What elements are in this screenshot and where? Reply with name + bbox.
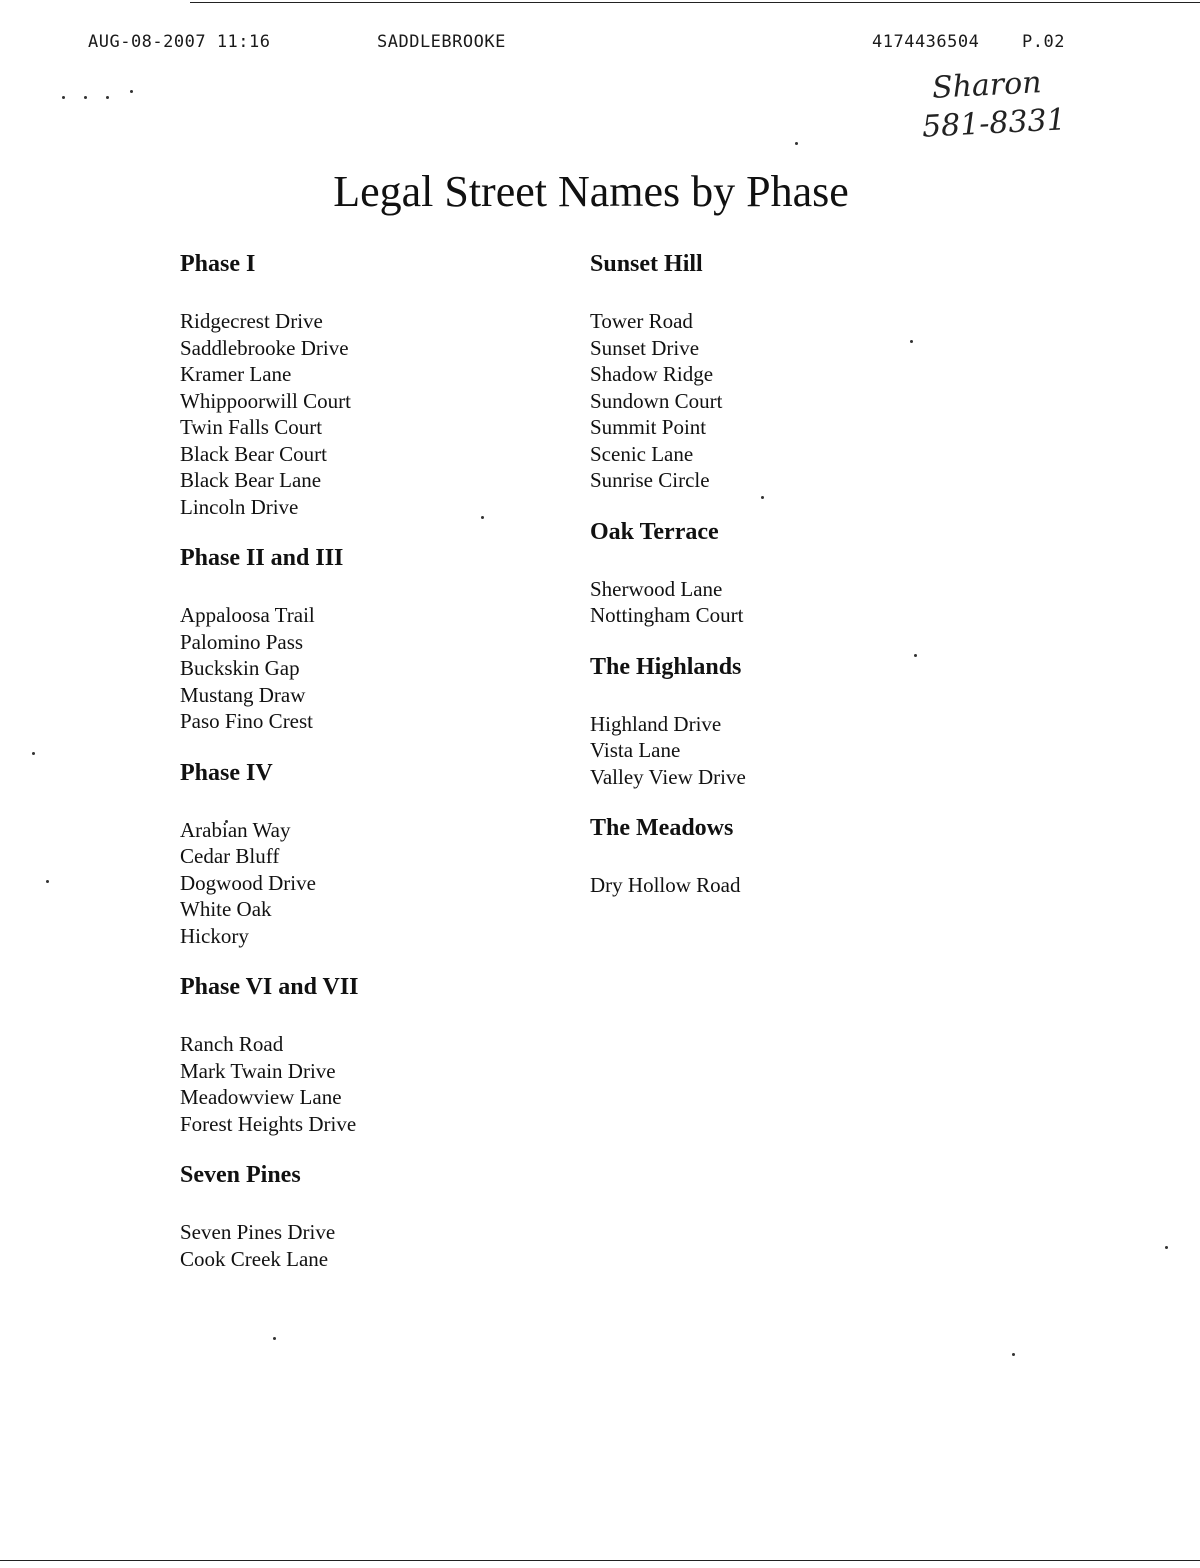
street-item: Twin Falls Court xyxy=(180,415,323,439)
top-rule xyxy=(190,2,1200,3)
street-item: Vista Lane xyxy=(590,738,681,762)
section-phase-iv xyxy=(180,757,359,950)
street-item: Black Bear Lane xyxy=(180,468,322,492)
scan-speck xyxy=(32,752,35,755)
bottom-rule xyxy=(0,1560,1200,1561)
section-phase-ii-iii xyxy=(180,542,359,735)
street-list xyxy=(590,872,746,899)
scan-speck xyxy=(46,880,49,883)
section-heading: Phase II and III xyxy=(180,545,344,571)
street-list xyxy=(180,308,359,520)
street-item: Sunrise Circle xyxy=(590,468,710,492)
section-sunset-hill xyxy=(590,248,746,494)
street-item: Dogwood Drive xyxy=(180,870,316,895)
section-heading: Oak Terrace xyxy=(590,518,719,545)
street-list xyxy=(180,1031,359,1137)
left-column xyxy=(180,248,359,1294)
scan-speck xyxy=(914,654,917,657)
section-phase-vi-vii xyxy=(180,971,359,1137)
fax-sender: SADDLEBROOKE xyxy=(377,32,506,52)
street-item: Forest Heights Drive xyxy=(180,1111,357,1136)
street-item: Dry Hollow Road xyxy=(590,873,741,897)
street-item: Sunset Drive xyxy=(590,335,700,360)
street-list xyxy=(180,817,359,950)
section-heading: Sunset Hill xyxy=(590,251,703,277)
street-list xyxy=(180,602,359,735)
street-item: Arabian Way xyxy=(180,817,291,842)
street-list xyxy=(590,308,746,494)
section-heading: Phase VI and VII xyxy=(180,974,359,1000)
handwritten-name: Sharon xyxy=(931,65,1043,106)
page-title: Legal Street Names by Phase xyxy=(333,167,849,216)
street-item: Whippoorwill Court xyxy=(180,388,351,413)
street-item: Valley View Drive xyxy=(590,764,746,789)
street-item: Seven Pines Drive xyxy=(180,1220,336,1244)
section-seven-pines xyxy=(180,1159,359,1272)
scan-speck xyxy=(1012,1353,1015,1356)
scan-speck xyxy=(106,96,109,99)
handwritten-number: 581-8331 xyxy=(921,102,1067,145)
street-item: Cook Creek Lane xyxy=(180,1246,329,1271)
right-column xyxy=(590,248,746,921)
section-heading: Phase I xyxy=(180,251,256,277)
scan-speck xyxy=(62,96,65,99)
section-the-meadows xyxy=(590,812,746,899)
fax-datetime: AUG-08-2007 11:16 xyxy=(88,32,271,52)
street-item: Sundown Court xyxy=(590,388,723,413)
scan-speck xyxy=(84,96,87,99)
street-item: Lincoln Drive xyxy=(180,494,299,519)
scan-speck xyxy=(1165,1246,1168,1249)
street-item: Scenic Lane xyxy=(590,441,694,466)
street-item: Paso Fino Crest xyxy=(180,709,314,733)
street-item: Mark Twain Drive xyxy=(180,1058,336,1083)
street-item: Summit Point xyxy=(590,415,707,439)
section-heading: Seven Pines xyxy=(180,1162,301,1188)
scan-speck xyxy=(910,340,913,343)
scan-speck xyxy=(481,516,484,519)
street-item: Cedar Bluff xyxy=(180,844,280,868)
section-the-highlands xyxy=(590,651,746,791)
street-item: Palomino Pass xyxy=(180,629,304,654)
street-item: Ranch Road xyxy=(180,1032,284,1056)
street-item: Ridgecrest Drive xyxy=(180,309,323,333)
street-item: Saddlebrooke Drive xyxy=(180,335,349,360)
street-item: Sherwood Lane xyxy=(590,576,723,601)
street-item: Kramer Lane xyxy=(180,362,292,386)
street-item: Hickory xyxy=(180,923,249,948)
street-item: Shadow Ridge xyxy=(590,362,714,386)
street-item: Appaloosa Trail xyxy=(180,603,315,627)
street-list xyxy=(180,1219,359,1272)
section-heading: The Meadows xyxy=(590,815,734,841)
street-item: Buckskin Gap xyxy=(180,656,300,680)
section-heading: The Highlands xyxy=(590,653,742,680)
scan-speck xyxy=(130,90,133,93)
section-heading: Phase IV xyxy=(180,759,273,786)
section-oak-terrace xyxy=(590,516,746,629)
street-item: Black Bear Court xyxy=(180,441,327,466)
street-list xyxy=(590,576,746,629)
fax-page-number: P.02 xyxy=(1022,32,1065,52)
scan-speck xyxy=(273,1337,276,1340)
street-item: Tower Road xyxy=(590,309,693,333)
street-item: Nottingham Court xyxy=(590,603,744,627)
fax-phone: 4174436504 xyxy=(872,32,980,52)
scan-speck xyxy=(761,496,764,499)
scan-speck xyxy=(795,142,798,145)
street-item: White Oak xyxy=(180,897,272,921)
street-list xyxy=(590,711,746,791)
section-phase-i xyxy=(180,248,359,520)
street-item: Highland Drive xyxy=(590,711,722,736)
street-item: Mustang Draw xyxy=(180,682,306,707)
street-item: Meadowview Lane xyxy=(180,1085,342,1109)
